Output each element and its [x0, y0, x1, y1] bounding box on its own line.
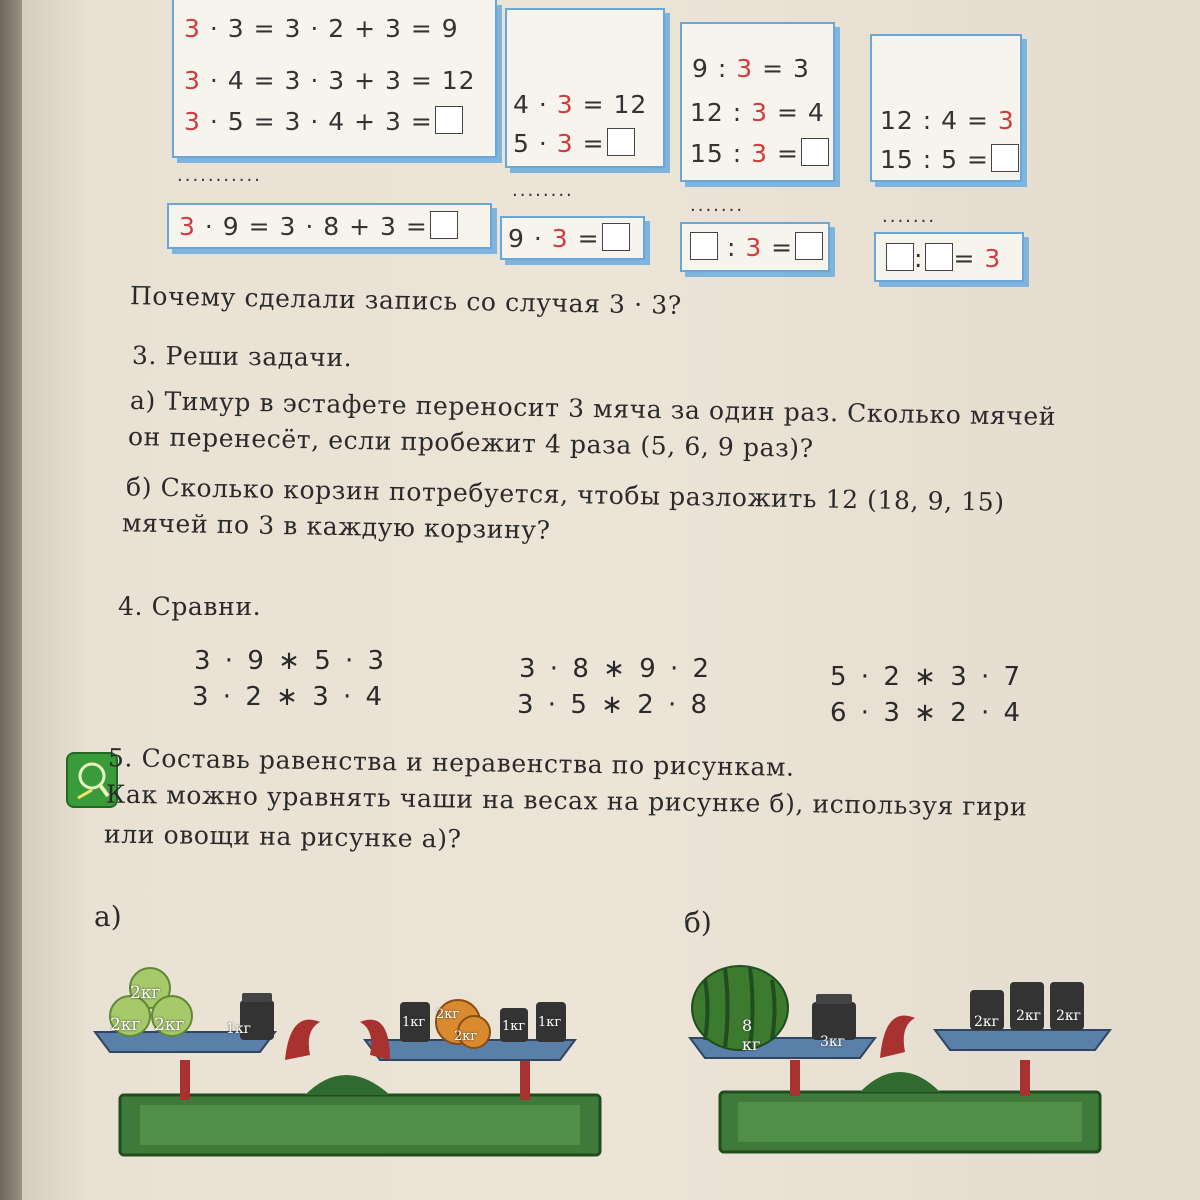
answer-box[interactable] — [607, 128, 635, 156]
card4-line1: 12 : 4 = 3 — [880, 106, 1015, 135]
weight-label: 2кг — [1016, 1008, 1041, 1024]
answer-box[interactable] — [602, 223, 630, 251]
card3-line1: 9 : 3 = 3 — [692, 54, 810, 83]
compare-col2-row2: 3 · 5 ∗ 2 · 8 — [517, 690, 711, 720]
card3b-line: : 3 = — [688, 232, 823, 262]
weight-label: 2кг — [154, 1015, 185, 1035]
scale-a-illustration — [90, 960, 630, 1200]
continuation-dots-2: ........ — [512, 180, 574, 201]
card1-line1: 3 · 3 = 3 · 2 + 3 = 9 — [184, 14, 459, 43]
task3-b-line2: мячей по 3 в каждую корзину? — [121, 508, 551, 545]
weight-label: 1кг — [402, 1015, 426, 1030]
answer-box[interactable] — [991, 144, 1019, 172]
weight-label: 1кг — [226, 1021, 251, 1037]
card1b-line: 3 · 9 = 3 · 8 + 3 = — [179, 211, 458, 241]
weight-label: 1кг — [538, 1015, 562, 1030]
question-text: Почему сделали запись со случая 3 · 3? — [129, 281, 682, 320]
figure-b-label: б) — [684, 906, 712, 939]
task3-a-line2: он перенесёт, если пробежит 4 раза (5, 6, 9 раз)? — [127, 422, 814, 463]
answer-box[interactable] — [886, 243, 914, 271]
card2-line2: 5 · 3 = — [513, 128, 635, 158]
answer-box[interactable] — [690, 232, 718, 260]
answer-box[interactable] — [925, 243, 953, 271]
task5-line3: или овощи на рисунке а)? — [103, 819, 462, 854]
textbook-page — [22, 0, 1200, 1200]
card3-line3: 15 : 3 = — [690, 138, 829, 168]
weight-label: 2кг — [974, 1014, 999, 1030]
task3-title: 3. Реши задачи. — [131, 340, 353, 373]
example-card-1 — [172, 0, 497, 158]
compare-col1-row1: 3 · 9 ∗ 5 · 3 — [194, 646, 388, 676]
answer-box[interactable] — [795, 232, 823, 260]
weight-label: 2кг — [110, 1015, 141, 1035]
watermelon-weight-label: 8 кг — [742, 1016, 761, 1054]
card2b-line: 9 · 3 = — [508, 223, 630, 253]
card1-line2: 3 · 4 = 3 · 3 + 3 = 12 — [184, 66, 476, 95]
compare-col3-row2: 6 · 3 ∗ 2 · 4 — [830, 698, 1024, 728]
compare-col3-row1: 5 · 2 ∗ 3 · 7 — [830, 662, 1024, 692]
task5-line1: 5. Составь равенства и неравенства по рисункам. — [107, 743, 795, 782]
weight-label: 2кг — [1056, 1008, 1081, 1024]
example-card-3-bottom — [680, 222, 830, 272]
answer-box[interactable] — [435, 106, 463, 134]
example-card-1-bottom — [167, 203, 492, 249]
task4-title: 4. Сравни. — [118, 592, 262, 621]
task3-b-line1: б) Сколько корзин потребуется, чтобы разложить 12 (18, 9, 15) — [125, 472, 1005, 517]
continuation-dots-1: ........... — [177, 165, 262, 186]
card2-line1: 4 · 3 = 12 — [513, 90, 648, 119]
example-card-2 — [505, 8, 665, 168]
answer-box[interactable] — [430, 211, 458, 239]
weight-label: 2кг — [130, 983, 161, 1003]
compare-col1-row2: 3 · 2 ∗ 3 · 4 — [192, 682, 386, 712]
card4b-line: : = 3 — [884, 243, 1001, 273]
weight-label: 3кг — [820, 1034, 845, 1050]
example-card-2-bottom — [500, 216, 645, 260]
weight-label: 2кг — [454, 1029, 478, 1044]
example-card-3 — [680, 22, 835, 182]
answer-box[interactable] — [801, 138, 829, 166]
compare-col2-row1: 3 · 8 ∗ 9 · 2 — [519, 654, 713, 684]
task5-line2: Как можно уравнять чаши на весах на рисунке б), используя гири — [105, 779, 1028, 822]
card3-line2: 12 : 3 = 4 — [690, 98, 825, 127]
example-card-4 — [870, 34, 1022, 182]
book-spine-shadow — [0, 0, 22, 1200]
continuation-dots-3: ....... — [690, 195, 745, 216]
task3-a-line1: а) Тимур в эстафете переносит 3 мяча за один раз. Сколько мячей — [129, 385, 1057, 432]
scale-b-illustration — [680, 960, 1120, 1200]
weight-label: 2кг — [436, 1007, 460, 1022]
example-card-4-bottom — [874, 232, 1024, 282]
figure-a-label: а) — [94, 900, 122, 933]
continuation-dots-4: ....... — [882, 206, 937, 227]
card1-line3: 3 · 5 = 3 · 4 + 3 = — [184, 106, 463, 136]
card4-line2: 15 : 5 = — [880, 144, 1019, 174]
weight-label: 1кг — [502, 1019, 526, 1034]
